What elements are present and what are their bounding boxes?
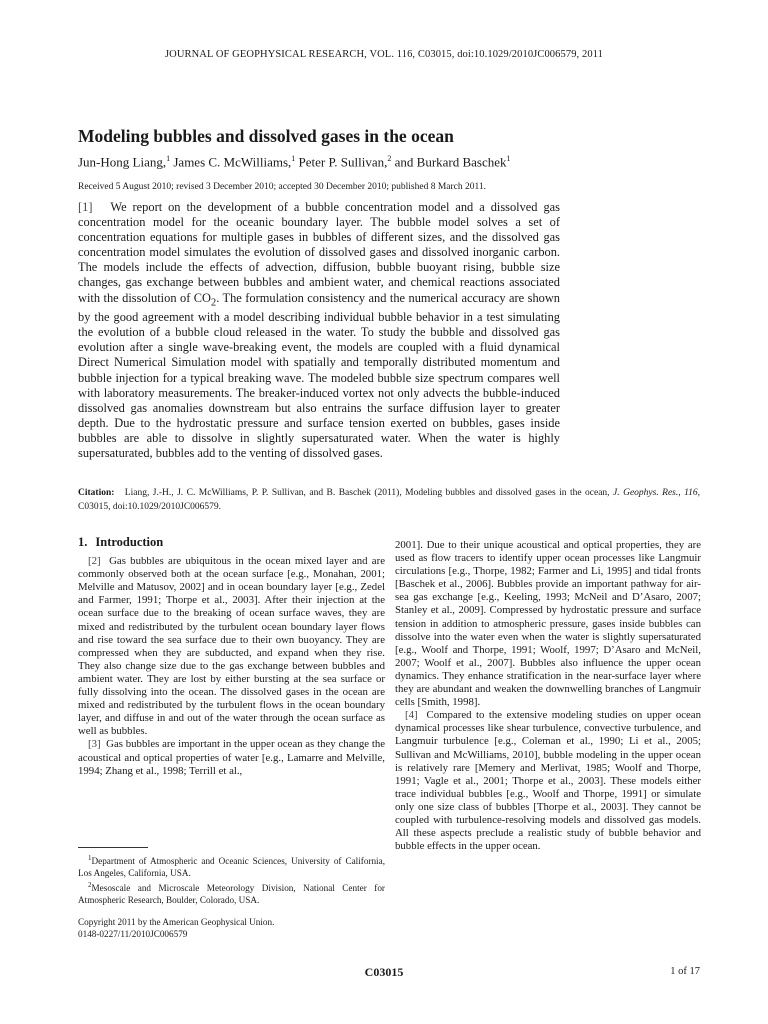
author-affiliation-mark: 1 [506,154,511,163]
author-name: and Burkard Baschek [394,154,507,170]
subscript: 2 [211,297,217,309]
citation-journal: J. Geophys. Res., [613,488,681,498]
author-name: Jun-Hong Liang, [78,154,167,170]
footnote [78,852,385,879]
copyright-notice [78,917,385,940]
paragraph-2 [78,555,385,738]
author-affiliation-mark: 1 [291,154,296,163]
author-name: Peter P. Sullivan, [298,154,388,170]
running-head: JOURNAL OF GEOPHYSICAL RESEARCH, VOL. 116, C03015, doi:10.1029/2010JC006579, 2011 [164,49,604,60]
section-number: 1. [78,535,88,549]
abstract [78,200,560,461]
citation-volume: 116, [684,488,701,498]
left-column [78,536,385,778]
author-affiliation-mark: 1 [166,154,171,163]
paragraph-4 [395,709,701,853]
paper-title: Modeling bubbles and dissolved gases in the ocean [78,126,454,146]
publication-dates: Received 5 August 2010; revised 3 December 2010; accepted 30 December 2010; published 8 March 2011. [78,182,487,192]
footnote-mark: 2 [88,881,92,890]
footnote-text: Department of Atmospheric and Oceanic Sciences, University of California, Los Angeles, California, USA. [78,856,385,879]
section-heading [78,536,385,549]
abstract-text: We report on the development of a bubble concentration model and a dissolved gas concentration model for the oceanic boundary layer. The bubble model solves a set of concentration equations for multiple gases in bubbles of different sizes, and the dissolved gas concentration model simulates the evolution of dissolved gases and dissolved inorganic carbon. The models include the effects of advection, diffusion, bubble buoyant rising, bubble size changes, gas exchange between bubbles and ambient water, and chemical reactions associated with the dissolution of CO [78,200,560,305]
footnote-text: Mesoscale and Microscale Meteorology Division, National Center for Atmospheric Research, Boulder, Colorado, USA. [78,883,385,906]
affiliation-footnotes [78,852,385,906]
citation-doi: C03015, doi:10.1029/2010JC006579. [78,502,222,512]
author-affiliation-mark: 2 [387,154,392,163]
copyright-line: Copyright 2011 by the American Geophysical Union. [78,917,275,927]
paragraph-number: [3] [88,738,101,751]
paragraph-number: [1] [78,200,93,214]
author-list [78,154,698,170]
paragraph-text: Gas bubbles are important in the upper ocean as they change the acoustical and optical properties of water [e.g., Lamarre and Melville, 1994; Zhang et al., 1998; Terrill et al., [78,738,386,777]
page-number: 1 of 17 [670,966,700,977]
footnote-mark: 1 [88,854,92,862]
section-title: Introduction [95,535,164,549]
citation-text: Liang, J.-H., J. C. McWilliams, P. P. Sullivan, and B. Baschek (2011), Modeling bubbles and dissolved gases in the ocean, [124,488,610,498]
footnote-divider [78,847,148,848]
footnote [78,879,385,906]
abstract-text-continued: . The formulation consistency and the numerical accuracy are shown by the good agreement with a model describing individual bubble behavior in a test simulating the evolution of a bubble cloud released in the water. To study the bubble and dissolved gas evolution after a single wave-breaking event, the models are coupled with a fluid dynamical Direct Numerical Simulation model with spatially and temporally distributed momentum and bubble injection for a typical breaking wave. The modeled bubble size spectrum compares well with laboratory measurements. The breaker-induced vortex not only advects the bubble-induced dissolved gas anomalies downstream but also entrains the surface diffusion layer to greater depth. Due to the hydrostatic pressure and surface tension exerted on bubbles, gases inside bubbles are able to dissolve in slightly supersaturated water. When the water is highly supersaturated, bubbles add to the venting of dissolved gases. [78,290,561,460]
paragraph-number: [2] [88,555,101,568]
paragraph-text: Compared to the extensive modeling studies on upper ocean dynamical processes like shear turbulence, convective turbulence, and Langmuir turbulence [e.g., Coleman et al., 1990; Li et al., 2005; Sullivan and McWilliams, 2010], bubble modeling in the upper ocean is relatively rare [Memery and Merlivat, 1985; Woolf and Thorpe, 1991; Vagle et al., 2001; Thorpe et al., 2003]. These models either trace individual bubbles [e.g., Woolf and Thorpe, 1991] or simulate only one size class of bubbles [Thorpe et al., 2003]. They cannot be coupled with turbulence-resolving models and dissolved gas models. All these aspects preclude a realistic study of bubble behavior and bubble effects in the upper ocean. [395,709,701,853]
paragraph-text: Gas bubbles are ubiquitous in the ocean mixed layer and are commonly observed both at the ocean surface [e.g., Monahan, 2001; Melville and Matusov, 2002] and in ocean boundary layer [e.g., Zedel and Farmer, 1991; Thorpe et al., 2003]. After their injection at the ocean surface due to the breaking of ocean surface waves, they are mixed and redistributed by the turbulent ocean boundary layer flows and rise toward the sea surface due to their own buoyancy. They are compressed when they are subducted, and expand when they rise. They also change size due to the gas exchange between bubbles and ambient water. They are lost by either bursting at the sea surface or fully dissolving into the ocean. The dissolved gases in the ocean are mixed and redistributed by the turbulent flows in the ocean boundary layer, and diffuse in and out of the water through the ocean surface as well as bubbles. [78,555,385,738]
paragraph-number: [4] [405,709,418,722]
issn-line: 0148-0227/11/2010JC006579 [78,928,188,939]
citation-block [78,486,700,514]
paragraph-3-continued: 2001]. Due to their unique acoustical and optical properties, they are used as flow tracers to identify upper ocean processes like Langmuir circulations [e.g., Thorpe, 1982; Farmer and Li, 1995] and tidal fronts [Baschek et al., 2006]. Bubbles provide an important pathway for air-sea gas exchange [e.g., Keeling, 1993; McNeil and D’Asaro, 2007; Stanley et al., 2009]. Compressed by hydrostatic pressure and surface tension in addition to atmospheric pressure, gases inside bubbles can dissolve into the water even when the water is slightly supersaturated [e.g., Woolf and Thorpe, 1991; Woolf, 1997; D’Asaro and McNeil, 2007; Woolf et al., 2007]. Bubbles also influence the upper ocean dynamics. They enhance stratification in the near-surface layer where they are abundant and weaken the downwelling branches of Langmuir cells [Smith, 1998]. [395,539,701,709]
citation-label: Citation: [78,488,115,498]
article-id: C03015 [364,965,404,979]
right-column [395,539,701,853]
author-name: James C. McWilliams, [173,154,292,170]
paragraph-3 [78,738,385,777]
